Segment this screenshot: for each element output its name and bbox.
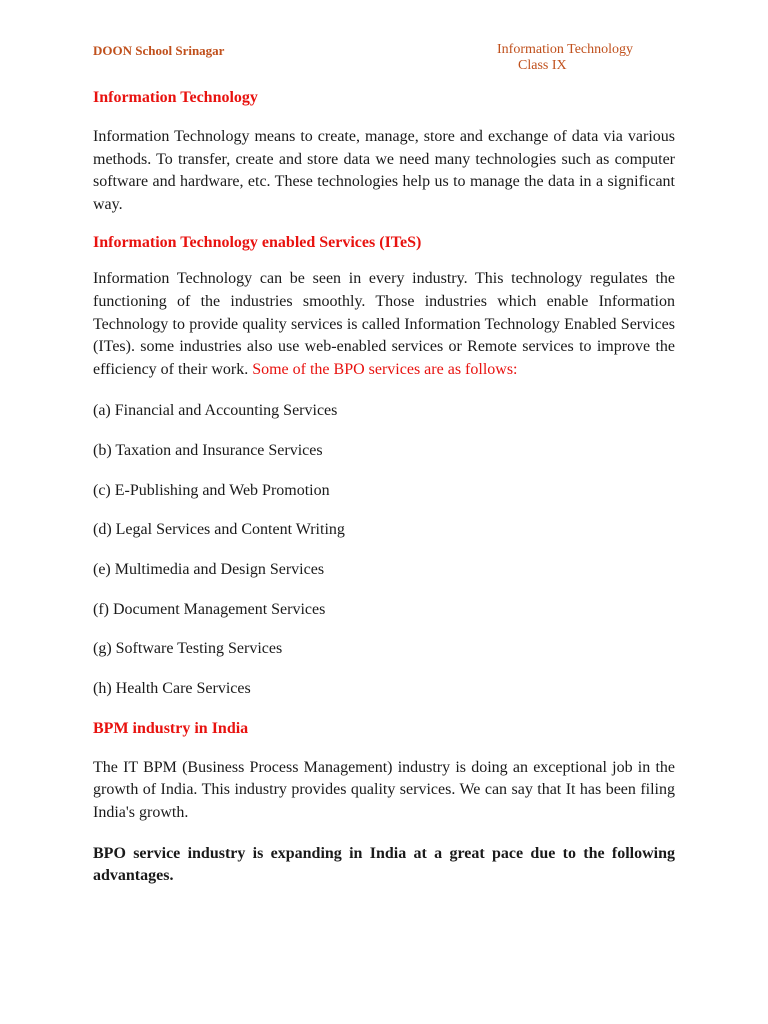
list-item: (b) Taxation and Insurance Services xyxy=(93,442,323,460)
ites-body-text: Information Technology can be seen in every industry. This technology regulates the functioning of the industries smoothly. Those industries which enable Information Technology to provide quality services is called Information Technology Enabled Services (ITes). some industries also use web-enabled services or Remote services to improve the efficiency of their work. xyxy=(93,270,675,378)
heading-information-technology: Information Technology xyxy=(93,89,258,106)
services-list xyxy=(93,401,675,719)
paragraph-bpm: The IT BPM (Business Process Management) industry is doing an exceptional job in the growth of India. This industry provides quality services. We can say that It has been filing India's growth. xyxy=(93,758,675,822)
list-item: (c) E-Publishing and Web Promotion xyxy=(93,481,330,499)
ites-highlight-text: Some of the BPO services are as follows: xyxy=(252,360,518,378)
paragraph-bpo-advantages: BPO service industry is expanding in India at a great pace due to the following advantages. xyxy=(93,844,675,885)
list-item: (h) Health Care Services xyxy=(93,680,251,698)
list-item: (e) Multimedia and Design Services xyxy=(93,561,325,579)
header-school-name: DOON School Srinagar xyxy=(93,43,225,58)
heading-bpm-industry: BPM industry in India xyxy=(93,719,249,737)
list-item: (f) Document Management Services xyxy=(93,600,326,618)
list-item: (d) Legal Services and Content Writing xyxy=(93,521,345,539)
list-item: (a) Financial and Accounting Services xyxy=(93,402,338,420)
heading-ites: Information Technology enabled Services (ITeS) xyxy=(93,234,422,252)
header-subject-block xyxy=(497,42,657,74)
paragraph-it-definition: Information Technology means to create, manage, store and exchange of data via various methods. To transfer, create and store data we need many technologies such as computer software and hardware, etc. These technologies help us to manage the data in a significant way. xyxy=(93,128,675,213)
list-item: (g) Software Testing Services xyxy=(93,640,283,658)
header-class: Class IX xyxy=(518,58,567,73)
paragraph-ites xyxy=(93,268,675,381)
document-body xyxy=(93,88,675,888)
header-subject: Information Technology xyxy=(497,42,634,57)
